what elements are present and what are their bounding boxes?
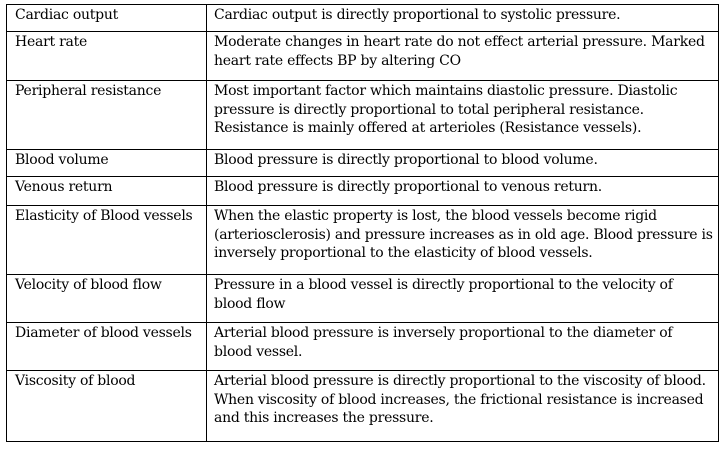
effect-cell: Moderate changes in heart rate do not effect arterial pressure. Marked heart rate effects BP by altering CO <box>207 32 719 81</box>
effect-cell: Blood pressure is directly proportional to venous return. <box>207 177 719 206</box>
table-row <box>7 150 719 177</box>
factor-cell: Peripheral resistance <box>7 81 207 150</box>
factors-table <box>6 4 719 442</box>
effect-cell: Blood pressure is directly proportional to blood volume. <box>207 150 719 177</box>
factor-cell: Elasticity of Blood vessels <box>7 206 207 275</box>
factor-cell: Blood volume <box>7 150 207 177</box>
factor-cell: Velocity of blood flow <box>7 275 207 323</box>
effect-cell: When the elastic property is lost, the blood vessels become rigid (arteriosclerosis) and pressure increases as in old age. Blood pressure is inversely proportional to the elasticity of blood vessels. <box>207 206 719 275</box>
table-row <box>7 275 719 323</box>
factor-cell: Venous return <box>7 177 207 206</box>
effect-cell: Arterial blood pressure is directly proportional to the viscosity of blood. When viscosity of blood increases, the frictional resistance is increased and this increases the pressure. <box>207 371 719 442</box>
effect-cell: Cardiac output is directly proportional to systolic pressure. <box>207 5 719 32</box>
table-row <box>7 206 719 275</box>
table-row <box>7 371 719 442</box>
effect-cell: Pressure in a blood vessel is directly proportional to the velocity of blood flow <box>207 275 719 323</box>
effect-cell: Arterial blood pressure is inversely proportional to the diameter of blood vessel. <box>207 323 719 371</box>
table-row <box>7 32 719 81</box>
factor-cell: Viscosity of blood <box>7 371 207 442</box>
table-row <box>7 323 719 371</box>
factor-cell: Cardiac output <box>7 5 207 32</box>
table-row <box>7 5 719 32</box>
effect-cell: Most important factor which maintains diastolic pressure. Diastolic pressure is directly proportional to total peripheral resistance. Resistance is mainly offered at arterioles (Resistance vessels). <box>207 81 719 150</box>
factor-cell: Heart rate <box>7 32 207 81</box>
table-row <box>7 177 719 206</box>
table-row <box>7 81 719 150</box>
factor-cell: Diameter of blood vessels <box>7 323 207 371</box>
